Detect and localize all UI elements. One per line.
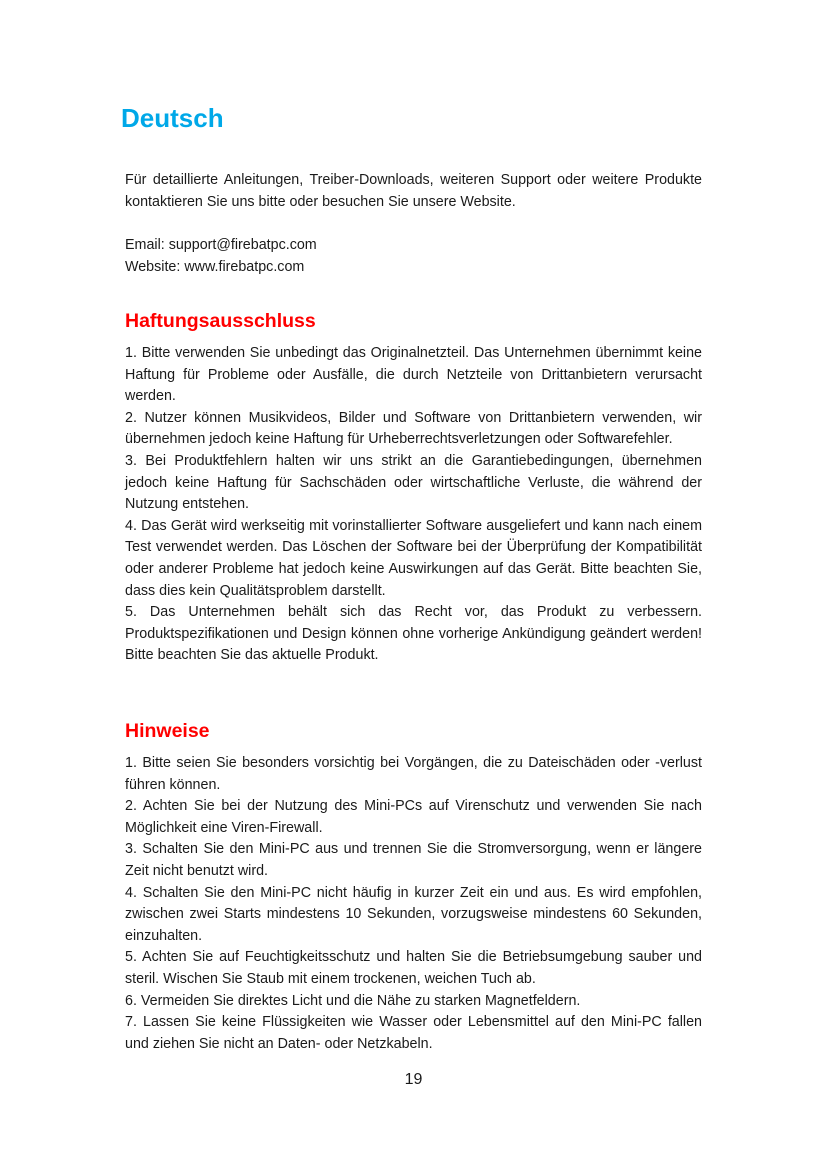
list-item: 1. Bitte seien Sie besonders vorsichtig bei Vorgängen, die zu Dateischäden oder -verlust führen können. [125, 755, 702, 793]
language-title: Deutsch [121, 103, 224, 133]
contact-website: Website: www.firebatpc.com [125, 258, 305, 275]
list-item: 2. Achten Sie bei der Nutzung des Mini-PCs auf Virenschutz und verwenden Sie nach Möglichkeit eine Viren-Firewall. [125, 798, 702, 836]
disclaimer-list [125, 343, 702, 667]
list-item: 3. Schalten Sie den Mini-PC aus und trennen Sie die Stromversorgung, wenn er längere Zeit nicht benutzt wird. [125, 841, 702, 879]
list-item: 4. Das Gerät wird werkseitig mit vorinstallierter Software ausgeliefert und kann nach einem Test verwendet werden. Das Löschen der Software bei der Überprüfung der Kompatibilität oder anderer Probleme hat jedoch keine Auswirkungen auf das Gerät. Bitte beachten Sie, dass dies kein Qualitätsproblem darstellt. [125, 517, 702, 599]
list-item: 4. Schalten Sie den Mini-PC nicht häufig in kurzer Zeit ein und aus. Es wird empfohlen, zwischen zwei Starts mindestens 10 Sekunden, vorzugsweise mindestens 60 Sekunden, einzuhalten. [125, 884, 702, 944]
list-item: 5. Das Unternehmen behält sich das Recht vor, das Produkt zu verbessern. Produktspezifikationen und Design können ohne vorherige Ankündigung geändert werden! Bitte beachten Sie das aktuelle Produkt. [125, 604, 702, 664]
section-title-notes: Hinweise [125, 720, 210, 742]
list-item: 2. Nutzer können Musikvideos, Bilder und Software von Drittanbietern verwenden, wir übernehmen jedoch keine Haftung für Urheberrechtsverletzungen oder Softwarefehler. [125, 409, 702, 448]
contact-email: Email: support@firebatpc.com [125, 237, 317, 253]
notes-list [125, 753, 702, 1055]
section-title-disclaimer: Haftungsausschluss [125, 310, 316, 332]
list-item: 5. Achten Sie auf Feuchtigkeitsschutz und halten Sie die Betriebsumgebung sauber und steril. Wischen Sie Staub mit einem trockenen, weichen Tuch ab. [125, 949, 702, 987]
intro-paragraph: Für detaillierte Anleitungen, Treiber-Downloads, weiteren Support oder weitere Produkte kontaktieren Sie uns bitte oder besuchen Sie unsere Website. [125, 172, 702, 210]
list-item: 1. Bitte verwenden Sie unbedingt das Originalnetzteil. Das Unternehmen übernimmt keine Haftung für Probleme oder Ausfälle, die durch Netzteile von Drittanbietern verursacht werden. [125, 345, 702, 405]
list-item: 6. Vermeiden Sie direktes Licht und die Nähe zu starken Magnetfeldern. [125, 992, 581, 1009]
page-number: 19 [404, 1071, 423, 1088]
list-item: 3. Bei Produktfehlern halten wir uns strikt an die Garantiebedingungen, übernehmen jedoch keine Haftung für Sachschäden oder wirtschaftliche Verluste, die während der Nutzung entstehen. [125, 452, 702, 513]
list-item: 7. Lassen Sie keine Flüssigkeiten wie Wasser oder Lebensmittel auf den Mini-PC fallen und ziehen Sie nicht an Daten- oder Netzkabeln. [125, 1014, 702, 1052]
contact-block [125, 235, 317, 278]
